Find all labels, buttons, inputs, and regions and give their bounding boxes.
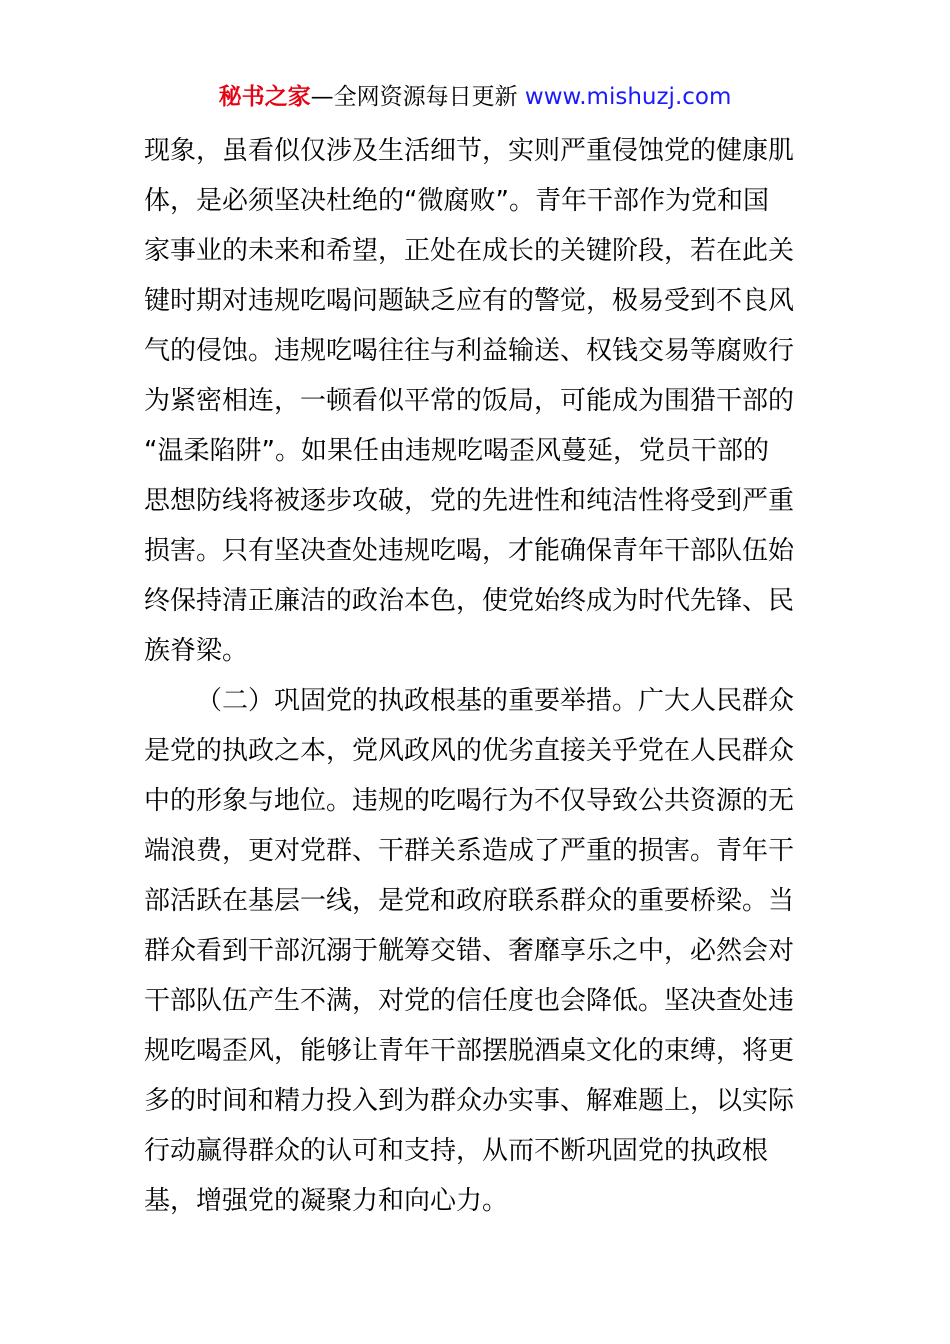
text-line: 行动赢得群众的认可和支持，从而不断巩固党的执政根 [144,1136,769,1166]
text-line: 干部队伍产生不满，对党的信任度也会降低。坚决查处违 [144,986,795,1016]
text-line: 端浪费，更对党群、干群关系造成了严重的损害。青年干 [144,836,795,866]
text-line: 群众看到干部沉溺于觥筹交错、奢靡享乐之中，必然会对 [144,936,795,966]
text-line: 中的形象与地位。违规的吃喝行为不仅导致公共资源的无 [144,786,795,816]
paragraph-2 [144,676,809,1226]
text-line: 体，是必须坚决杜绝的“微腐败”。青年干部作为党和国 [144,186,769,216]
page-header [0,80,950,114]
text-line: 损害。只有坚决查处违规吃喝，才能确保青年干部队伍始 [144,536,795,566]
text-line: 部活跃在基层一线，是党和政府联系群众的重要桥梁。当 [144,886,795,916]
text-line: 键时期对违规吃喝问题缺乏应有的警觉，极易受到不良风 [144,286,795,316]
text-line: “温柔陷阱”。如果任由违规吃喝歪风蔓延，党员干部的 [144,436,769,466]
text-line: 家事业的未来和希望，正处在成长的关键阶段，若在此关 [144,236,795,266]
section-heading-line: （二）巩固党的执政根基的重要举措。广大人民群众 [196,686,795,716]
text-line: 思想防线将被逐步攻破，党的先进性和纯洁性将受到严重 [144,486,795,516]
text-line: 为紧密相连，一顿看似平常的饭局，可能成为围猎干部的 [144,386,795,416]
text-line: 族脊梁。 [144,636,249,666]
text-line: 现象，虽看似仅涉及生活细节，实则严重侵蚀党的健康肌 [144,136,795,166]
header-site-link[interactable]: www.mishuzj.com [524,84,732,110]
text-line: 是党的执政之本，党风政风的优劣直接关乎党在人民群众 [144,736,795,766]
text-line: 终保持清正廉洁的政治本色，使党始终成为时代先锋、民 [144,586,795,616]
text-line: 规吃喝歪风，能够让青年干部摆脱酒桌文化的束缚，将更 [144,1036,795,1066]
header-brand: 秘书之家 [218,84,311,110]
document-body [144,126,809,1226]
paragraph-1 [144,126,809,676]
header-slogan: —全网资源每日更新 [310,84,518,110]
text-line: 气的侵蚀。违规吃喝往往与利益输送、权钱交易等腐败行 [144,336,795,366]
text-line: 基，增强党的凝聚力和向心力。 [144,1186,509,1216]
text-line: 多的时间和精力投入到为群众办实事、解难题上，以实际 [144,1086,795,1116]
